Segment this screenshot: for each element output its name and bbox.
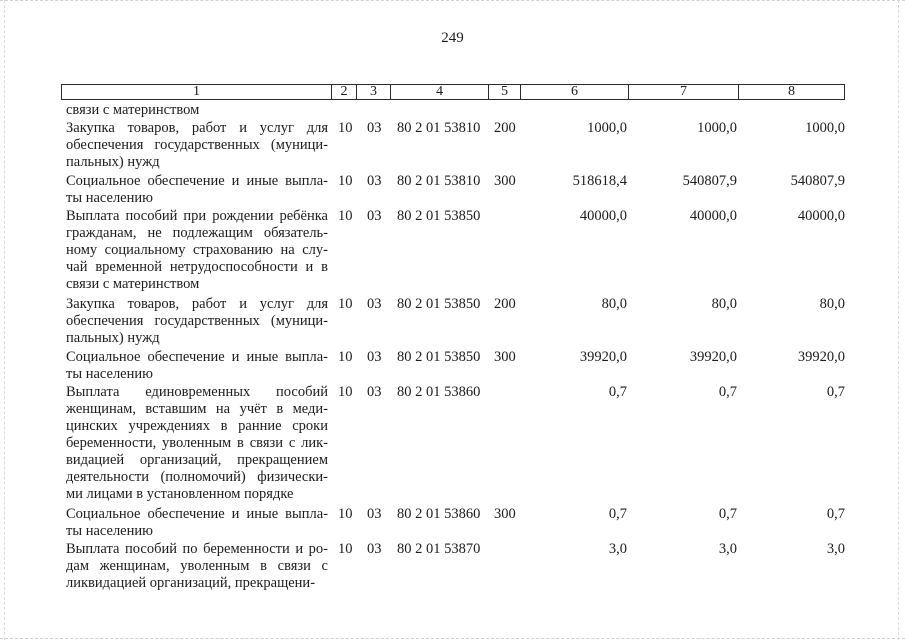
row-description-line: связи с материнством: [66, 102, 200, 118]
row-amount-col-8: 80,0: [819, 296, 845, 312]
row-amount-col-7: 39920,0: [689, 349, 737, 365]
row-target-code: 80 2 01 53870: [397, 541, 481, 557]
row-amount-col-7: 0,7: [718, 506, 737, 522]
row-section: 10: [338, 541, 353, 557]
row-subsection: 03: [367, 506, 382, 522]
row-description-line: ному социальному страхованию на слу-: [66, 242, 328, 258]
row-amount-col-6: 80,0: [601, 296, 627, 312]
table-header-col-7: 7: [629, 85, 739, 99]
row-description: [66, 349, 328, 383]
row-expense-type: 300: [494, 173, 516, 189]
table-header-row: [61, 84, 845, 100]
row-description-line: связи с материнством: [66, 276, 200, 292]
row-subsection: 03: [367, 208, 382, 224]
row-section: 10: [338, 120, 353, 136]
row-amount-col-8: 0,7: [826, 384, 845, 400]
row-description-line: пальных) нужд: [66, 330, 160, 346]
row-amount-col-8: 3,0: [826, 541, 845, 557]
row-description-line: деятельности (полномочий) физически-: [66, 469, 328, 485]
row-description-line: Социальное обеспечение и иные выпла-: [66, 349, 328, 365]
row-target-code: 80 2 01 53850: [397, 349, 481, 365]
row-description-line: Закупка товаров, работ и услуг для: [66, 296, 328, 312]
row-target-code: 80 2 01 53810: [397, 120, 481, 136]
row-amount-col-7: 540807,9: [682, 173, 737, 189]
row-description: [66, 541, 328, 592]
row-amount-col-7: 0,7: [718, 384, 737, 400]
row-expense-type: 200: [494, 120, 516, 136]
row-description-line: дам женщинам, уволенным в связи с: [66, 558, 328, 574]
row-description: [66, 208, 328, 293]
table-header-col-8: 8: [788, 84, 795, 99]
row-description-line: Выплата пособий при рождении ребёнка: [66, 208, 328, 224]
row-subsection: 03: [367, 120, 382, 136]
row-subsection: 03: [367, 384, 382, 400]
row-amount-col-8: 540807,9: [790, 173, 845, 189]
table-header-col-1: 1: [62, 85, 332, 99]
row-expense-type: 300: [494, 349, 516, 365]
row-amount-col-6: 39920,0: [579, 349, 627, 365]
row-description-line: Социальное обеспечение и иные выпла-: [66, 173, 328, 189]
row-description-line: гражданам, не подлежащим обязатель-: [66, 225, 328, 241]
row-section: 10: [338, 208, 353, 224]
table-header-col-5: 5: [489, 85, 521, 99]
row-amount-col-7: 80,0: [711, 296, 737, 312]
table-header-col-3: 3: [357, 85, 391, 99]
row-description-line: обеспечения государственных (муници-: [66, 137, 328, 153]
row-amount-col-7: 40000,0: [689, 208, 737, 224]
row-description-line: женщинам, вставшим на учёт в меди-: [66, 401, 328, 417]
row-description-line: ты населению: [66, 523, 153, 539]
row-description: [66, 102, 328, 119]
row-target-code: 80 2 01 53810: [397, 173, 481, 189]
row-expense-type: 200: [494, 296, 516, 312]
row-amount-col-7: 1000,0: [697, 120, 737, 136]
table-header-col-6: 6: [521, 85, 629, 99]
row-amount-col-8: 0,7: [826, 506, 845, 522]
row-amount-col-8: 39920,0: [797, 349, 845, 365]
row-description-line: чай временной нетрудоспособности и в: [66, 259, 328, 275]
row-expense-type: 300: [494, 506, 516, 522]
row-amount-col-6: 0,7: [608, 506, 627, 522]
row-description-line: цинских учреждениях в ранние сроки: [66, 418, 328, 434]
row-section: 10: [338, 173, 353, 189]
row-description: [66, 506, 328, 540]
row-subsection: 03: [367, 349, 382, 365]
row-description: [66, 384, 328, 503]
row-description-line: пальных) нужд: [66, 154, 160, 170]
row-description-line: ты населению: [66, 366, 153, 382]
page-number: 249: [441, 30, 464, 46]
row-description-line: видацией организаций, прекращением: [66, 452, 328, 468]
row-amount-col-8: 40000,0: [797, 208, 845, 224]
row-amount-col-6: 3,0: [608, 541, 627, 557]
scan-edge-bottom: [0, 630, 905, 639]
row-amount-col-7: 3,0: [718, 541, 737, 557]
row-section: 10: [338, 384, 353, 400]
row-target-code: 80 2 01 53860: [397, 384, 481, 400]
row-section: 10: [338, 296, 353, 312]
row-description: [66, 120, 328, 171]
row-description-line: ми лицами в установленном порядке: [66, 486, 294, 502]
row-amount-col-6: 518618,4: [572, 173, 627, 189]
row-description-line: Социальное обеспечение и иные выпла-: [66, 506, 328, 522]
row-description-line: беременности, уволенным в связи с лик-: [66, 435, 328, 451]
row-subsection: 03: [367, 541, 382, 557]
row-description: [66, 296, 328, 347]
row-subsection: 03: [367, 173, 382, 189]
row-target-code: 80 2 01 53850: [397, 296, 481, 312]
row-description-line: ты населению: [66, 190, 153, 206]
row-amount-col-6: 1000,0: [587, 120, 627, 136]
row-amount-col-8: 1000,0: [805, 120, 845, 136]
scan-edge-right: [898, 0, 900, 640]
row-description-line: Выплата пособий по беременности и ро-: [66, 541, 328, 557]
row-description-line: Закупка товаров, работ и услуг для: [66, 120, 328, 136]
row-target-code: 80 2 01 53850: [397, 208, 481, 224]
row-description-line: Выплата единовременных пособий: [66, 384, 328, 400]
row-subsection: 03: [367, 296, 382, 312]
row-description-line: ликвидацией организаций, прекращени-: [66, 575, 316, 591]
row-target-code: 80 2 01 53860: [397, 506, 481, 522]
row-section: 10: [338, 349, 353, 365]
row-description: [66, 173, 328, 207]
row-amount-col-6: 0,7: [608, 384, 627, 400]
table-header-col-2: 2: [332, 85, 357, 99]
row-amount-col-6: 40000,0: [579, 208, 627, 224]
table-header-col-4: 4: [391, 85, 489, 99]
row-description-line: обеспечения государственных (муници-: [66, 313, 328, 329]
row-section: 10: [338, 506, 353, 522]
scan-edge-left: [4, 0, 6, 640]
scan-edge-top: [0, 0, 905, 11]
